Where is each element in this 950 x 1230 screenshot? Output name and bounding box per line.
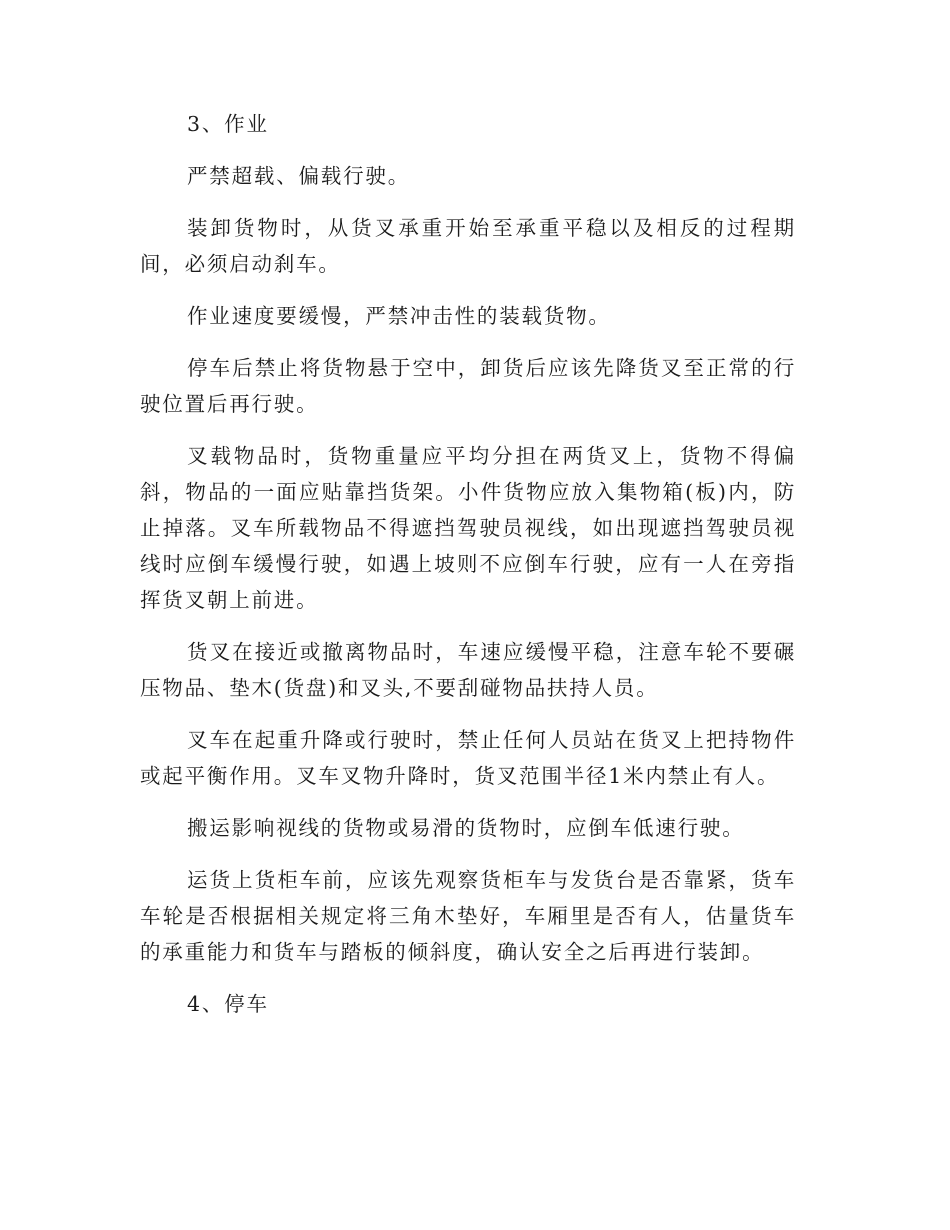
section-heading-operation: 3、作业 bbox=[187, 112, 269, 136]
paragraph-no-standing-on-fork: 叉车在起重升降或行驶时，禁止任何人员站在货叉上把持物件或起平衡作用。叉车叉物升降时，货叉范围半径1米内禁止有人。 bbox=[140, 728, 796, 788]
paragraph-approach-items: 货叉在接近或撤离物品时，车速应缓慢平稳，注意车轮不要碾压物品、垫木(货盘)和叉头,不要刮碰物品扶持人员。 bbox=[140, 640, 796, 700]
paragraph-slow-operation: 作业速度要缓慢，严禁冲击性的装载货物。 bbox=[187, 304, 611, 328]
paragraph-loading-brake: 装卸货物时，从货叉承重开始至承重平稳以及相反的过程期间，必须启动刹车。 bbox=[140, 216, 796, 276]
section-heading-parking: 4、停车 bbox=[187, 992, 269, 1016]
paragraph-reverse-low-speed: 搬运影响视线的货物或易滑的货物时，应倒车低速行驶。 bbox=[187, 816, 745, 840]
paragraph-container-truck-check: 运货上货柜车前，应该先观察货柜车与发货台是否靠紧，货车车轮是否根据相关规定将三角木垫好，车厢里是否有人，估量货车的承重能力和货车与踏板的倾斜度，确认安全之后再进行装卸。 bbox=[140, 868, 796, 964]
document-page bbox=[140, 106, 796, 1038]
paragraph-fork-load-balance: 叉载物品时，货物重量应平均分担在两货叉上，货物不得偏斜，物品的一面应贴靠挡货架。小件货物应放入集物箱(板)内，防止掉落。叉车所载物品不得遮挡驾驶员视线，如出现遮挡驾驶员视线时应倒车缓慢行驶，如遇上坡则不应倒车行驶，应有一人在旁指挥货叉朝上前进。 bbox=[140, 444, 796, 612]
paragraph-parking-lower-fork: 停车后禁止将货物悬于空中，卸货后应该先降货叉至正常的行驶位置后再行驶。 bbox=[140, 356, 796, 416]
paragraph-no-overload: 严禁超载、偏载行驶。 bbox=[187, 164, 410, 188]
